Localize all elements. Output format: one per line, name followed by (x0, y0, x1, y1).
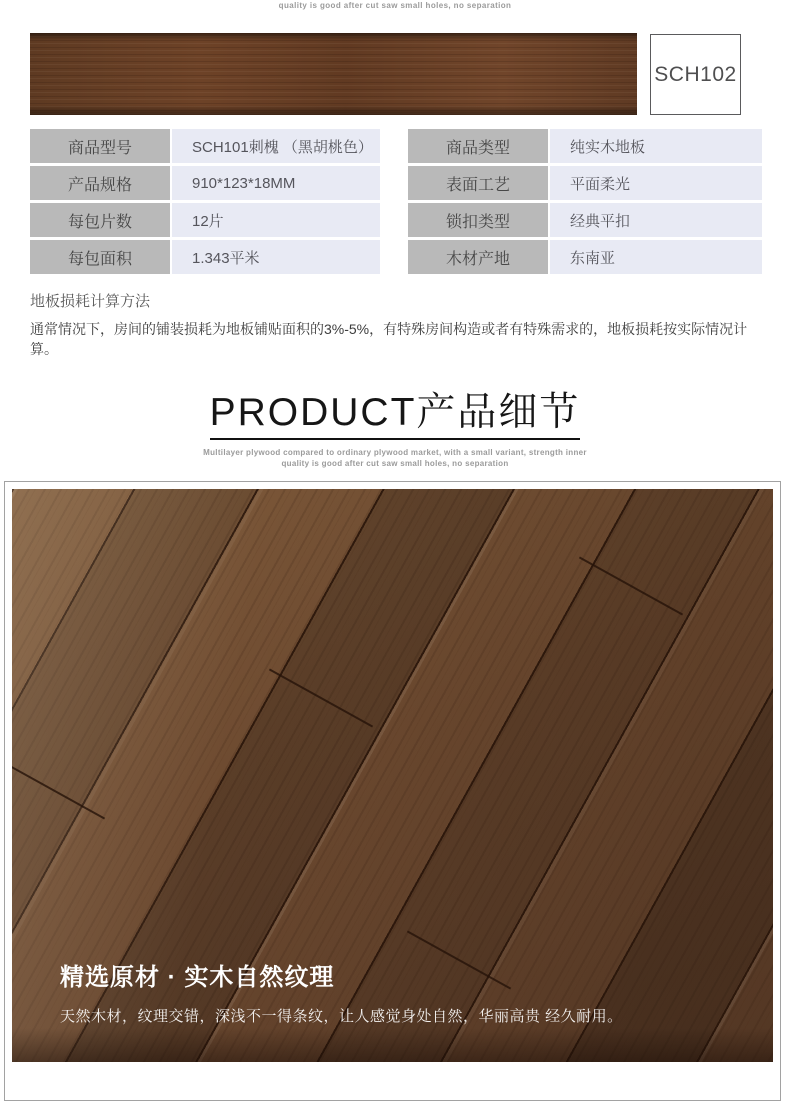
detail-photo-frame (4, 481, 781, 1101)
section-subtitle-line2: quality is good after cut saw small holes, no separation (281, 458, 509, 468)
table-row (408, 166, 762, 200)
spec-value: 东南亚 (550, 240, 762, 274)
product-detail-heading (0, 392, 790, 469)
plank-end-joint (12, 761, 105, 820)
spec-label: 锁扣类型 (408, 203, 548, 237)
floor-loss-note (30, 290, 760, 359)
top-tagline-text: quality is good after cut saw small holes, no separation (278, 1, 512, 10)
plank-end-joint (579, 557, 683, 616)
spec-value: 12片 (172, 203, 380, 237)
spec-value: 经典平扣 (550, 203, 762, 237)
spec-value: 910*123*18MM (172, 166, 380, 200)
spec-table-left (30, 129, 380, 277)
spec-label: 产品规格 (30, 166, 170, 200)
swatch-code-box (650, 34, 741, 115)
photo-caption (60, 957, 623, 1026)
section-title: PRODUCT产品细节 (209, 391, 581, 434)
table-row (30, 166, 380, 200)
wood-floor-photo (12, 489, 773, 1062)
wood-plank-swatch-image (30, 33, 637, 115)
spec-value: SCH101刺槐 （黑胡桃色） (172, 129, 380, 163)
loss-note-body: 通常情况下，房间的铺装损耗为地板铺贴面积的3%-5%，有特殊房间构造或者有特殊需求的，地板损耗按实际情况计算。 (30, 321, 748, 357)
table-row (30, 240, 380, 274)
photo-caption-title: 精选原材 · 实木自然纹理 (60, 964, 335, 991)
plank-end-joint (269, 669, 373, 728)
spec-label: 商品类型 (408, 129, 548, 163)
loss-note-title: 地板损耗计算方法 (30, 293, 151, 310)
spec-label: 每包面积 (30, 240, 170, 274)
spec-value: 1.343平米 (172, 240, 380, 274)
table-row (408, 129, 762, 163)
spec-label: 表面工艺 (408, 166, 548, 200)
table-row (408, 240, 762, 274)
heading-underline (210, 438, 580, 440)
table-row (30, 129, 380, 163)
photo-caption-body: 天然木材，纹理交错，深浅不一得条纹，让人感觉身处自然，华丽高贵 经久耐用。 (60, 1008, 623, 1025)
spec-label: 每包片数 (30, 203, 170, 237)
spec-value: 纯实木地板 (550, 129, 762, 163)
spec-label: 木材产地 (408, 240, 548, 274)
swatch-code-label: SCH102 (654, 62, 737, 86)
product-swatch-row (30, 33, 745, 115)
section-subtitle-line1: Multilayer plywood compared to ordinary plywood market, with a small variant, strength inner (203, 447, 587, 457)
spec-table-right (408, 129, 762, 277)
table-row (30, 203, 380, 237)
spec-value: 平面柔光 (550, 166, 762, 200)
table-row (408, 203, 762, 237)
spec-label: 商品型号 (30, 129, 170, 163)
